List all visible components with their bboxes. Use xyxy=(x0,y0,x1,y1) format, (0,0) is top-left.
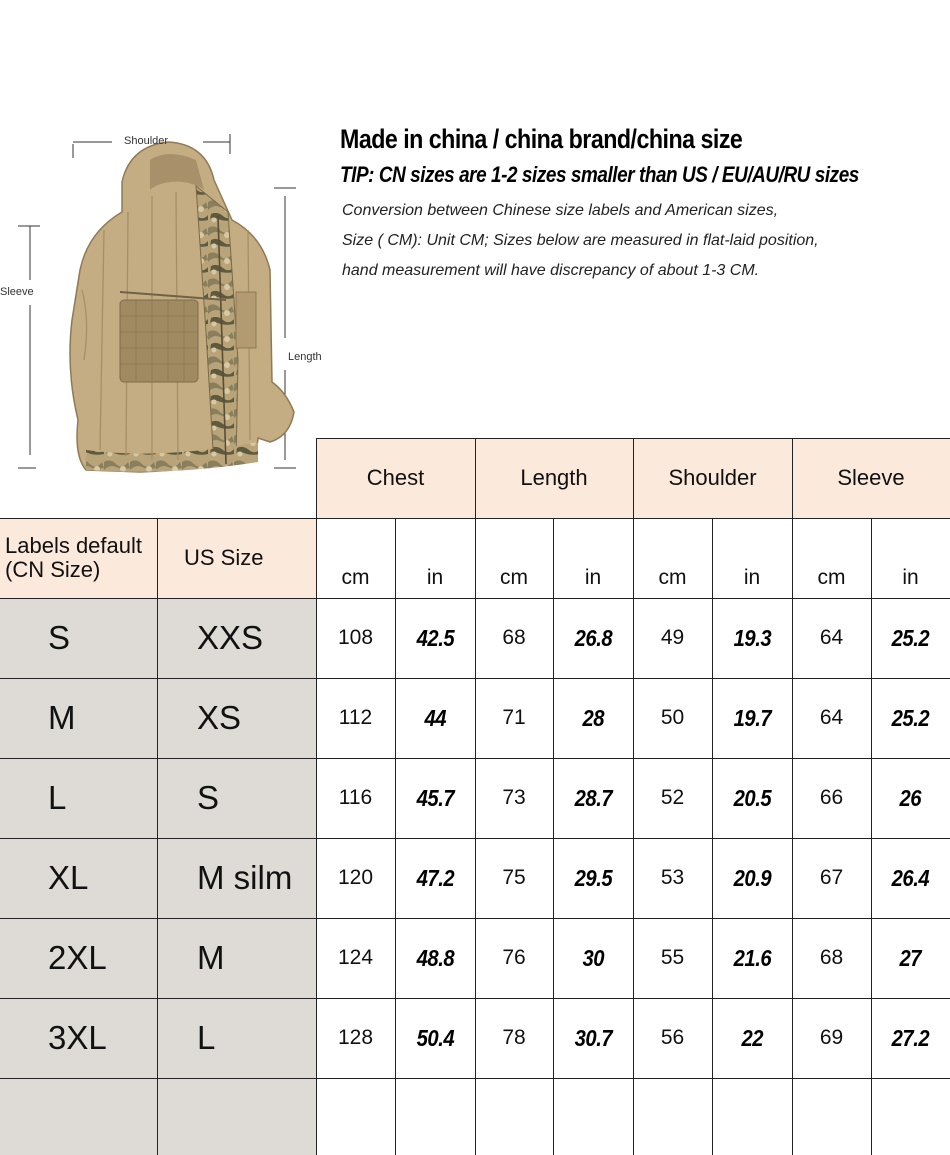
value-in-text: 30 xyxy=(582,944,604,971)
grid-line-vertical xyxy=(157,518,158,1155)
length-label: Length xyxy=(288,351,322,363)
value-in-shoulder xyxy=(712,758,792,838)
value-cm-chest: 116 xyxy=(338,786,373,809)
size-chart-heading xyxy=(340,124,946,279)
column-header-shoulder: Shoulder xyxy=(668,465,757,490)
us-size-cell: M xyxy=(197,939,225,976)
value-in-text: 26.4 xyxy=(891,864,930,891)
value-in-text: 48.8 xyxy=(416,944,454,971)
value-cm-sleeve: 69 xyxy=(819,1026,844,1049)
value-cm-chest: 120 xyxy=(337,866,374,889)
value-cm-length: 73 xyxy=(502,786,526,809)
value-in-shoulder xyxy=(712,998,792,1078)
value-cm-shoulder: 50 xyxy=(660,706,685,729)
value-in-text: 26 xyxy=(899,784,922,811)
grid-line-vertical xyxy=(316,438,317,1155)
value-in-chest xyxy=(395,838,475,918)
value-in-text: 29.5 xyxy=(574,864,612,891)
jacket-diagram xyxy=(0,120,330,480)
column-header-sleeve: Sleeve xyxy=(837,465,905,490)
unit-label-cm: cm xyxy=(817,566,846,589)
value-in-text: 30.7 xyxy=(574,1024,612,1051)
grid-line-vertical xyxy=(871,518,872,1155)
value-cm-shoulder: 49 xyxy=(660,626,685,649)
value-in-text: 28.7 xyxy=(574,784,612,811)
value-in-chest xyxy=(395,758,475,838)
cn-size-cell: 3XL xyxy=(48,1019,107,1056)
unit-label-in: in xyxy=(743,566,761,589)
cn-size-cell: M xyxy=(48,699,76,736)
value-cm-shoulder: 56 xyxy=(660,1026,685,1049)
value-in-text: 42.5 xyxy=(416,624,454,651)
value-cm-sleeve: 66 xyxy=(819,786,844,809)
value-in-text: 44 xyxy=(424,704,446,731)
value-in-sleeve xyxy=(871,998,950,1078)
value-cm-length: 71 xyxy=(502,706,526,729)
unit-label-cm: cm xyxy=(658,566,687,589)
unit-label-in: in xyxy=(902,566,919,589)
value-in-text: 47.2 xyxy=(416,864,454,891)
column-header-chest: Chest xyxy=(366,465,425,490)
value-in-text: 19.7 xyxy=(733,704,771,731)
value-in-shoulder xyxy=(712,598,792,678)
value-in-chest xyxy=(395,598,475,678)
value-in-text: 27 xyxy=(899,944,922,971)
value-cm-chest: 112 xyxy=(338,706,373,729)
shoulder-label: Shoulder xyxy=(124,135,169,147)
value-cm-sleeve: 64 xyxy=(819,706,844,729)
us-size-cell: S xyxy=(197,779,220,816)
unit-label-cm: cm xyxy=(500,566,528,589)
us-size-cell: M silm xyxy=(197,859,293,896)
size-tip: TIP: CN sizes are 1-2 sizes smaller than US / EU/AU/RU sizes xyxy=(340,162,859,187)
value-cm-sleeve: 68 xyxy=(819,946,844,969)
value-in-sleeve xyxy=(871,838,950,918)
value-in-text: 19.3 xyxy=(733,624,771,651)
value-in-text: 28 xyxy=(582,704,604,731)
value-in-chest xyxy=(395,678,475,758)
value-in-chest xyxy=(395,918,475,998)
value-in-length xyxy=(553,998,633,1078)
value-in-shoulder xyxy=(712,918,792,998)
us-size-cell: XS xyxy=(197,699,242,736)
cn-size-cell: S xyxy=(48,619,71,656)
value-in-shoulder xyxy=(712,838,792,918)
value-cm-chest: 124 xyxy=(337,946,374,969)
column-header-us-size: US Size xyxy=(184,545,264,570)
value-in-length xyxy=(553,598,633,678)
chart-title: Made in china / china brand/china size xyxy=(340,124,743,154)
value-in-text: 20.9 xyxy=(733,864,771,891)
value-cm-chest: 108 xyxy=(337,626,374,649)
value-in-length xyxy=(553,838,633,918)
us-size-cell: L xyxy=(197,1019,216,1056)
value-in-length xyxy=(553,918,633,998)
value-in-length xyxy=(553,678,633,758)
note-line-1: Conversion between Chinese size labels and American sizes, xyxy=(342,202,779,219)
note-line-3: hand measurement will have discrepancy of about 1-3 CM. xyxy=(342,262,760,279)
unit-label-cm: cm xyxy=(341,566,370,589)
grid-line-vertical xyxy=(633,438,634,1155)
grid-line-vertical xyxy=(395,518,396,1155)
value-cm-shoulder: 52 xyxy=(660,786,685,809)
cn-size-cell: L xyxy=(48,779,67,816)
us-size-cell: XXS xyxy=(197,619,264,656)
value-cm-shoulder: 53 xyxy=(660,866,685,889)
value-in-text: 50.4 xyxy=(416,1024,454,1051)
cn-size-cell: 2XL xyxy=(48,939,107,976)
grid-line-vertical xyxy=(553,518,554,1155)
value-in-sleeve xyxy=(871,678,950,758)
value-in-text: 27.2 xyxy=(891,1024,930,1051)
value-in-text: 26.8 xyxy=(574,624,612,651)
value-in-length xyxy=(553,758,633,838)
value-in-sleeve xyxy=(871,758,950,838)
value-in-shoulder xyxy=(712,678,792,758)
value-cm-sleeve: 64 xyxy=(819,626,844,649)
sleeve-label: Sleeve xyxy=(0,286,34,298)
value-cm-shoulder: 55 xyxy=(660,946,685,969)
value-in-text: 20.5 xyxy=(733,784,771,811)
grid-line-vertical xyxy=(792,438,793,1155)
unit-label-in: in xyxy=(584,566,602,589)
value-cm-length: 75 xyxy=(502,866,526,889)
column-header-cn-size: Labels default (CN Size) xyxy=(5,533,142,582)
value-cm-length: 78 xyxy=(502,1026,526,1049)
value-in-sleeve xyxy=(871,598,950,678)
value-in-sleeve xyxy=(871,918,950,998)
column-header-length: Length xyxy=(520,465,588,490)
value-in-text: 21.6 xyxy=(733,944,771,971)
jacket-illustration xyxy=(0,120,330,480)
value-in-text: 25.2 xyxy=(891,624,930,651)
grid-line-vertical xyxy=(475,438,476,1155)
value-cm-length: 68 xyxy=(502,626,526,649)
value-in-text: 22 xyxy=(741,1024,763,1051)
value-cm-chest: 128 xyxy=(337,1026,374,1049)
value-in-text: 25.2 xyxy=(891,704,930,731)
cn-size-cell: XL xyxy=(48,859,89,896)
value-in-chest xyxy=(395,998,475,1078)
unit-label-in: in xyxy=(426,566,444,589)
value-in-text: 45.7 xyxy=(416,784,454,811)
value-cm-sleeve: 67 xyxy=(819,866,844,889)
grid-line-vertical xyxy=(712,518,713,1155)
value-cm-length: 76 xyxy=(502,946,526,969)
note-line-2: Size ( CM): Unit CM; Sizes below are measured in flat-laid position, xyxy=(342,232,819,249)
